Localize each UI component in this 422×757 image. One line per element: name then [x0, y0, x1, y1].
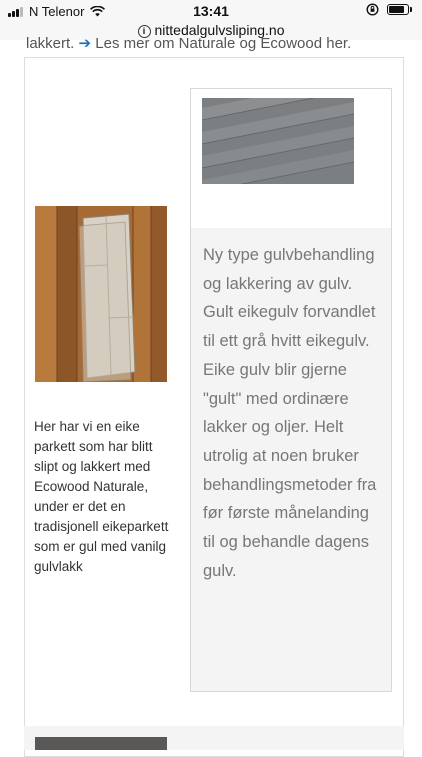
right-description: Ny type gulvbehandling og lakkering av gulv. Gult eikegulv forvandlet til ett grå hvitt eikegulv. Eike gulv blir gjerne "gult" med ordinære lakker og oljer. Helt utrolig at noen bruker behandlingsmetoder fra før første månelanding til og behandle dagens gulv.: [203, 246, 377, 580]
left-caption: Her har vi en eike parkett som har blitt slipt og lakkert med Ecowood Naturale, under er det en tradisjonell eikeparkett som er gul med vanilg gulvlakk: [34, 419, 169, 574]
intro-text-line: [26, 34, 351, 52]
status-right: [366, 3, 412, 16]
grey-floor-photo: [202, 98, 354, 184]
next-section-photo: [35, 737, 167, 750]
parquet-photo: [35, 206, 167, 382]
intro-text: lakkert.: [26, 35, 75, 52]
info-icon[interactable]: i: [138, 25, 151, 38]
status-bar: [0, 0, 422, 22]
carrier-name: N Telenor: [29, 4, 85, 19]
battery-icon: [387, 4, 409, 15]
url-text[interactable]: nittedalgulvsliping.no: [154, 22, 285, 38]
read-more-link[interactable]: Les mer om Naturale og Ecowood her.: [95, 35, 352, 52]
clock: 13:41: [193, 3, 229, 19]
arrow-icon: ➔: [78, 35, 92, 52]
rotation-lock-icon: [366, 3, 379, 16]
